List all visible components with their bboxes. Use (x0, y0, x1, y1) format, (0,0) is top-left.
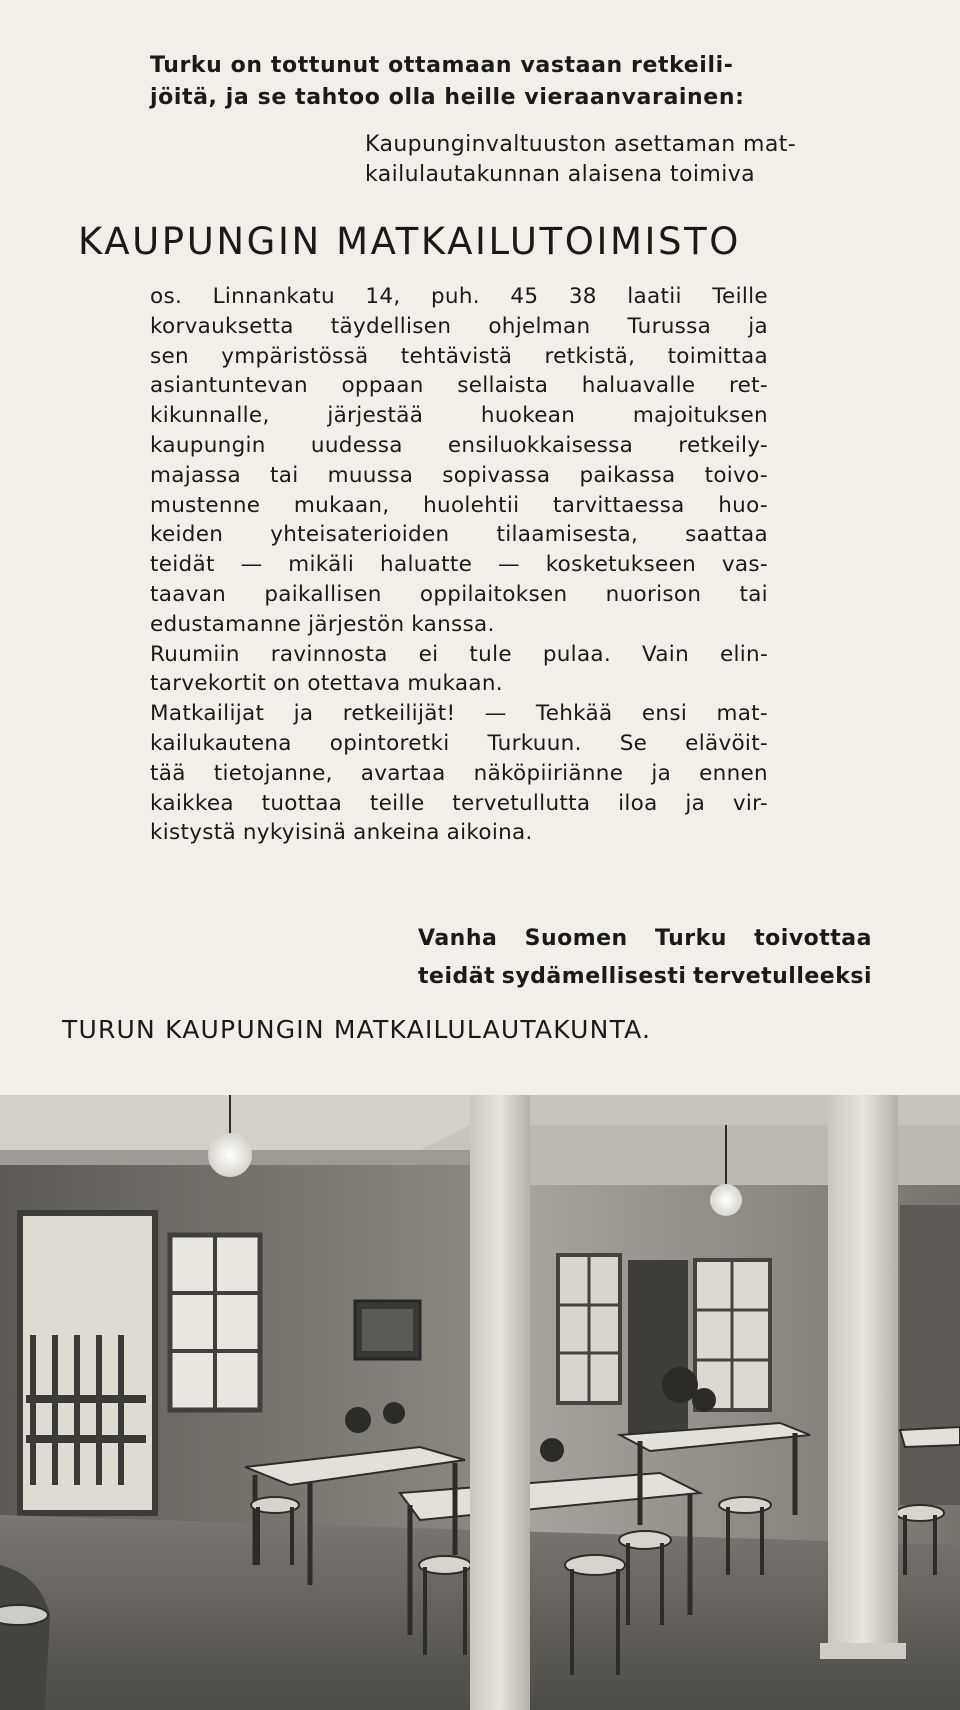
word: tietojanne, (213, 760, 333, 786)
word: kosketukseen (545, 552, 697, 578)
word: mustenne (150, 492, 261, 518)
word: ja (748, 313, 768, 339)
word: ennen (699, 760, 768, 786)
word: näköpiiriänne (473, 760, 624, 786)
body-line (150, 431, 768, 461)
word: retkistä, (544, 343, 636, 369)
word: järjestön (308, 611, 405, 637)
word: kaikkea (150, 790, 234, 816)
word: retkeilijät! (342, 701, 456, 727)
word: — (240, 552, 263, 578)
closing-greeting (418, 920, 872, 996)
word: täydellisen (330, 313, 452, 339)
word: tervetullutta (452, 790, 591, 816)
body-line (150, 789, 768, 819)
word: otettava (307, 671, 401, 697)
word: sellaista (457, 373, 549, 399)
word: opintoretki (329, 730, 450, 756)
word: Matkailijat (150, 701, 265, 727)
word: puh. (430, 284, 480, 309)
intro-line: Turku on tottunut ottamaan vastaan retkeili- (150, 53, 734, 78)
word: tai (270, 462, 299, 488)
word: Turku (654, 926, 727, 951)
subheading-line: kailulautakunnan alaisena toimiva (365, 162, 756, 187)
word: haluavalle (581, 373, 696, 399)
word: ensiluokkaisessa (447, 432, 634, 458)
word: Suomen (524, 926, 628, 951)
word: Vanha (418, 926, 498, 951)
body-line (150, 520, 768, 550)
word: tule (469, 641, 512, 667)
subheading-line: Kaupunginvaltuuston asettaman mat- (365, 132, 797, 157)
word: vas- (721, 552, 768, 578)
body-line (150, 282, 768, 312)
body-line (150, 371, 768, 401)
word: tää (150, 760, 186, 786)
body-line (150, 580, 768, 610)
word: huokean (480, 403, 576, 429)
word: kaupungin (150, 432, 266, 458)
word: mukaan, (293, 492, 390, 518)
word: yhteisaterioiden (270, 522, 450, 548)
word: tarvittaessa (553, 492, 685, 518)
word: paikallisen (264, 581, 382, 607)
body-line (150, 312, 768, 342)
word: kikunnalle, (150, 403, 270, 429)
word: saattaa (685, 522, 768, 548)
word: Tehkää (535, 701, 613, 727)
body-line (150, 640, 768, 670)
word: Se (619, 730, 648, 756)
closing-line (418, 958, 872, 996)
word: tervetulleeksi (693, 964, 872, 989)
word: huolehtii (423, 492, 520, 518)
word: Turkuun. (487, 730, 582, 756)
signature: TURUN KAUPUNGIN MATKAILULAUTAKUNTA. (62, 1015, 652, 1044)
word: ympäristössä (221, 343, 369, 369)
word: 38 (568, 284, 597, 309)
word: Linnankatu (212, 284, 335, 309)
word: ei (418, 641, 439, 667)
word: Teille (712, 284, 768, 309)
word: kailukautena (150, 730, 292, 756)
word: toivo- (704, 462, 768, 488)
word: oppaan (341, 373, 424, 399)
closing-line (418, 920, 872, 958)
word: os. (150, 284, 183, 309)
word: pulaa. (542, 641, 612, 667)
word: on (273, 671, 301, 697)
word: tarvekortit (150, 671, 267, 697)
word: Vain (641, 641, 689, 667)
word: huo- (718, 492, 768, 518)
word: mikäli (288, 552, 355, 578)
word: tehtävistä (400, 343, 513, 369)
word: ja (685, 790, 706, 816)
word: taavan (150, 581, 227, 607)
body-line (150, 759, 768, 789)
word: teidät (150, 552, 215, 578)
word: elin- (719, 641, 768, 667)
word: majassa (150, 462, 241, 488)
word: majoituksen (632, 403, 768, 429)
word: sopivassa (442, 462, 551, 488)
word: ankeina (353, 820, 440, 846)
word: kistystä (150, 820, 236, 846)
word: elävöit- (685, 730, 768, 756)
word: tuottaa (261, 790, 343, 816)
word: tai (739, 581, 768, 607)
word: ret- (728, 373, 768, 399)
word: mat- (716, 701, 768, 727)
word: ensi (641, 701, 688, 727)
body-line (150, 550, 768, 580)
word: 14, (365, 284, 401, 309)
body-line (150, 491, 768, 521)
word: iloa (618, 790, 658, 816)
word: retkeily- (678, 432, 768, 458)
body-line (150, 669, 768, 699)
word: asiantuntevan (150, 373, 308, 399)
word: toimittaa (667, 343, 768, 369)
office-heading: KAUPUNGIN MATKAILUTOIMISTO (78, 220, 742, 263)
word: aikoina. (446, 820, 533, 846)
word: ja (293, 701, 314, 727)
word: mukaan. (407, 671, 503, 697)
word: 45 (510, 284, 539, 309)
intro-line: jöitä, ja se tahtoo olla heille vieraanvarainen: (150, 85, 745, 110)
intro-paragraph (150, 50, 790, 114)
word: sen (150, 343, 189, 369)
word: uudessa (310, 432, 403, 458)
word: keiden (150, 522, 224, 548)
word: laatii (627, 284, 682, 309)
word: haluatte (380, 552, 473, 578)
word: nuorison (605, 581, 702, 607)
word: muussa (327, 462, 414, 488)
word: korvauksetta (150, 313, 294, 339)
word: ohjelman (488, 313, 591, 339)
word: ravinnosta (270, 641, 388, 667)
body-line (150, 818, 768, 848)
body-line (150, 610, 768, 640)
word: järjestää (327, 403, 424, 429)
word: — (484, 701, 507, 727)
body-line (150, 401, 768, 431)
word: ja (651, 760, 672, 786)
word: Turussa (627, 313, 712, 339)
word: Ruumiin (150, 641, 240, 667)
word: tilaamisesta, (496, 522, 639, 548)
body-line (150, 342, 768, 372)
word: toivottaa (754, 926, 872, 951)
word: — (498, 552, 520, 578)
subheading (365, 130, 865, 190)
body-line (150, 461, 768, 491)
word: nykyisinä (242, 820, 347, 846)
body-line (150, 699, 768, 729)
hostel-dining-room-photo (0, 1095, 960, 1710)
body-text (150, 282, 768, 848)
photo-illustration (0, 1095, 960, 1710)
word: paikassa (579, 462, 676, 488)
word: teidät (418, 964, 496, 989)
word: kanssa. (411, 611, 495, 637)
word: avartaa (360, 760, 446, 786)
word: vir- (732, 790, 768, 816)
word: edustamanne (150, 611, 302, 637)
body-line (150, 729, 768, 759)
word: oppilaitoksen (419, 581, 568, 607)
word: teille (369, 790, 425, 816)
word: sydämellisesti (501, 964, 687, 989)
